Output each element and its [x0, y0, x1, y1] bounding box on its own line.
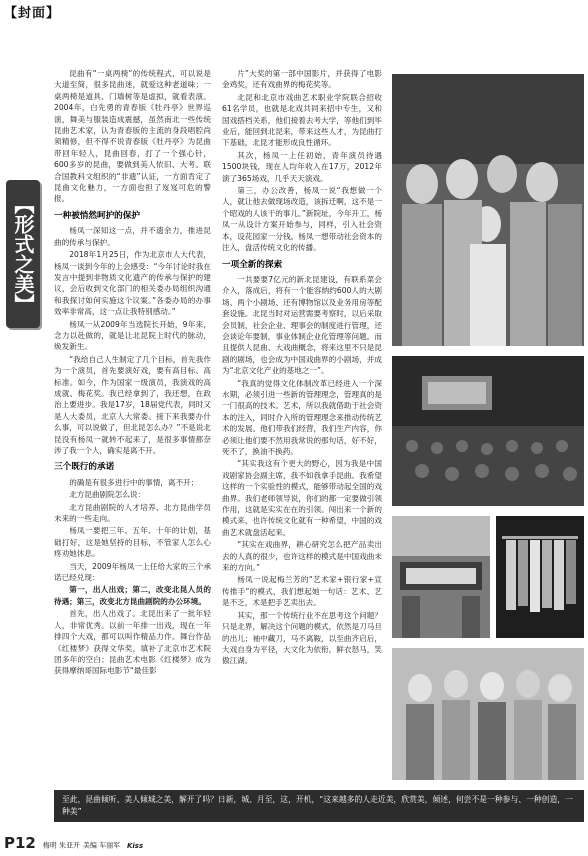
closing-caption: 至此，昆曲倾听、美人倾城之美，解开了吗？日新，城、月至，这，开机，“这来越多的人走近美，欣赏美，倾述，何尝不是一种参与、一种创造，一种美”: [54, 790, 584, 822]
section-heading-promises: 三个既行的承诺: [54, 462, 115, 473]
paragraph: “我真的觉得文化体制改革已经进入一个深水期，必须引进一些新的管理理念，管理真的是一门很高的技术。艺术，所以我就借助于社会资本的注入，同时介入所的管理理念来推动传统艺术的发展。他们带我们经营，我们生产内容，你必须让他们要不然用我常说的那句话，好不好，死不了，换油不换药。: [222, 378, 382, 456]
paragraph: 杨凤一要把三年、五年、十年的计划，基础打好，这是她坚持的目标，不管家人怎么心疼劝她休息。: [54, 526, 211, 559]
paragraph: 首先，出人出戏了。北昆出来了一批年轻人，非常优秀。以前一年排一出戏，现在一年排四个大戏，都可以叫作精品力作。舞台作品《红楼梦》获得文华奖，填补了北京市艺术院团多年的空白；昆曲艺术电影《红楼梦》成为获得摩纳哥国际电影节“最佳影: [54, 609, 211, 676]
editor-credit: 梅明 朱亚开: [42, 841, 80, 850]
paragraph: 第三，办公改善，杨凤一说“我想做一个人，就让他去做现场改造，该拆迁啊，这不是一个昭戏的人该干的事儿。”新院址，今年开工，杨凤一从设计方案开始参与，同样，引入社会资本，设花园家一分钱。杨凤一想带动社会资本的注入，盘活传统文化的传播。: [222, 186, 382, 253]
paragraph: “其实在戏曲界，耕心研究怎么把产品卖出去的人真的很少，也许这样的模式是中国戏曲未来的方向。”: [222, 540, 382, 573]
paragraph: 北方昆曲剧院的人才培养、北方昆曲学员未来的一些走向。: [54, 502, 211, 524]
photo-performers-group: [392, 74, 584, 346]
photo-performers-backstage: [392, 648, 584, 780]
header-section-label: 【封面】: [4, 6, 61, 21]
paragraph: 的确是有很多进行中的事情，离不开；: [69, 477, 199, 487]
article-left-column: [54, 68, 211, 788]
section-heading-protection: 一种被悄然呵护的保护: [54, 210, 140, 221]
paragraph: 杨凤一深知这一点，并不遗余力，推进昆曲的传承与保护。: [54, 226, 211, 247]
page-footer: [4, 834, 584, 854]
paragraph: 杨凤一从2009年当选院长开始，9年来，念力以赴做的，就是让北昆院上时代的脉动，焕发新生。: [54, 319, 211, 352]
paragraph: 北昆和北京市戏曲艺术职业学院联合招收61名学员，也就是北戏共同来招中专生，又和国戏搭档关系，他们接着去考大学，等他们到毕业后，能回到北昆来，带来这些人才，为昆曲打下基础，北昆才能形成良性循环。: [222, 92, 382, 148]
promises-quote: 第一，出人出戏；第二，改变北昆人员的待遇；第三，改变北方昆曲剧院的办公环境。: [54, 585, 211, 606]
article-middle-column: [222, 68, 382, 788]
magazine-logo: Kiss: [126, 841, 144, 850]
paragraph: 北方昆曲剧院怎么说：: [69, 490, 146, 500]
photo-costume-rack: [496, 516, 584, 638]
paragraph: “其实我这有个更大的野心，因为我是中国戏剧家协会副主席，我不如我拿手昆曲。我希望这样的一个实验性的模式，能够带动起全国的戏曲界。我们老师领导说，你们的都一定要做引领作用，这就是实实在在的引领。闯出来一个新的模式来，也许传统文化就有一种希望，中国的戏曲艺术就盘活起来。: [222, 459, 382, 537]
paragraph: “我给自己人生制定了几个目标，首先我作为一个演员，首先要演好戏，要有高目标、高标准。如今，作为国家一级演员，我演戏的高成就、梅花奖。我已经拿到了，我还想，在政治上要进步。我是17岁，18届党代表，同时又是人大委员，北京人大常委。接下来我要办什么事，可以说做了，但北昆怎么办？”不是说北昆没有杨凤一就转不起来了，是很多事情都奈涉了我一个人，确实是离不开。: [54, 354, 211, 455]
paragraph: 其次，杨凤一上任初始，青年演员待遇1500块钱，现在人均年收入在17万，2012年演了365场戏，几乎天天演戏。: [222, 150, 382, 183]
paragraph: 一共要要7亿元的新北昆建设，有联系菜会介入，落成后，将有一个能容纳约600人的大剧场、两个小剧场、还有博物馆以及业务用房等配套设施。北昆当时对运营需要考察时，以后采取会员制，社会企业、理事会的制度进行管理，还会谈论年要制，事业体制企业化管理等问题。而且提供人昆曲、大戏曲概念，将来这里不只是昆剧的剧场，也会成为中国戏曲界的小剧场，并成为“北京文化产业的基地之一”。: [222, 274, 382, 376]
photo-theater-facade: [392, 516, 490, 638]
paragraph: 片”大奖的第一部中国影片，并获得了电影金鸡奖，还有戏曲界的梅花奖等。: [222, 69, 382, 90]
paragraph: 杨凤一说起梅兰芳的“艺术家+银行家+宣传推手”的模式，我们想起她一句话：艺术、艺是不乏，术是把手艺卖出去。: [222, 575, 382, 608]
section-heading-exploration: 一项全新的探索: [222, 259, 283, 270]
photo-theater-audience: [392, 356, 584, 506]
page-number: P12: [4, 834, 36, 852]
designer-credit: 美编 车丽军: [82, 841, 121, 850]
paragraph: 其实，那一个传统行业不在思考这个问题？只是北界，解决这个问题的模式，依然是刀马旦的出儿；袖中藏刀，马不离鞍，以至曲齐启后，大戏自身为平径，大文化为依衔，鲜衣怒马，笑傲江湖。: [222, 610, 382, 666]
paragraph: 当天，2009年杨凤一上任给大家的三个承诺已经兑现：: [54, 561, 211, 583]
side-title-tab: 【形式之美】: [6, 180, 40, 328]
paragraph: 2018年1月25日，作为北京市人大代表，杨凤一谈到今年的上会感受：“今年讨论时我在发言中提到非物质文化遗产的传承与保护的建议，会后收到文化部门的相关委办局组织沟通和我探讨如何实施这个议案。”各委办局的办事效率非常高，这一点让我特别感动。”: [54, 250, 211, 317]
intro-paragraph: 昆曲有“一桌两椅”的传统程式，可以说是大道至简，很多昆曲迷，就爱这种老道味；一桌两椅是道具、门墙树等是虚拟，就看表演。2004年，白先勇的青春版《牡丹亭》世界巡演，舞美与服装造成震撼，虽然南北一些传统昆曲艺术家，认为青春版的主流的身段唱腔尚须精修，但不得不说青春版《牡丹亭》为昆曲带回年轻人，昆曲回春，打了一个强心针，600多岁的昆曲，要做到美人依旧、大考。联合国教科文组织的“非遗”认证，一方面肯定了昆曲文化魅力，一方面也担了岌岌可危的警报。: [54, 69, 211, 204]
